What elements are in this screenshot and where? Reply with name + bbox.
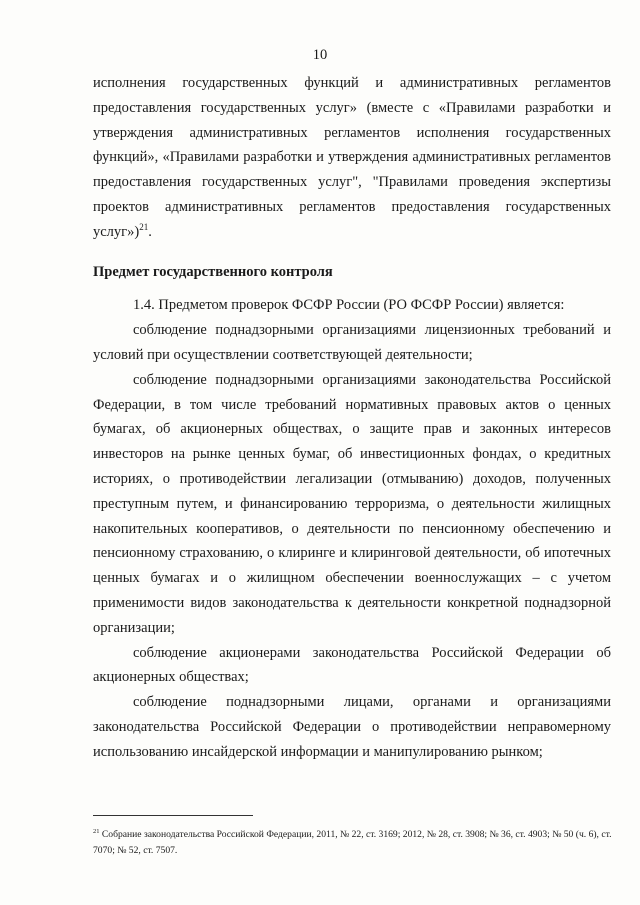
- list-item: соблюдение поднадзорными организациями лицензионных требований и условий при осуществлении соответствующей деятельности;: [93, 322, 611, 363]
- footnote-reference: 21: [139, 221, 149, 232]
- footnote-divider: [93, 815, 253, 816]
- document-body: [93, 71, 611, 765]
- list-item: соблюдение поднадзорными организациями законодательства Российской Федерации, в том числе требований нормативных правовых актов о ценных бумагах, об акционерных обществах, о защите прав и законных интересов инвесторов на рынке ценных бумаг, об инвестиционных фондах, о кредитных историях, о противодействии легализации (отмыванию) доходов, полученных преступным путем, и финансированию терроризма, о деятельности жилищных накопительных кооперативов, о деятельности по пенсионному обеспечению и пенсионному страхованию, о клиринге и клиринговой деятельности, об ипотечных ценных бумагах и о жилищном обеспечении военнослужащих – с учетом применимости видов законодательства к деятельности конкретной поднадзорной организации;: [93, 371, 611, 636]
- paragraph-text: исполнения государственных функций и административных регламентов предоставления государственных услуг» (вместе с «Правилами разработки и утверждения административных регламентов исполнения государственных функций», «Правилами разработки и утверждения административных регламентов предоставления государственных услуг", "Правилами проведения экспертизы проектов административных регламентов предоставления государственных услуг»): [93, 75, 611, 240]
- item-intro: 1.4. Предметом проверок ФСФР России (РО ФСФР России) является:: [133, 297, 565, 314]
- footnote: [93, 827, 613, 859]
- footnote-text: Собрание законодательства Российской Федерации, 2011, № 22, ст. 3169; 2012, № 28, ст. 3908; № 36, ст. 4903; № 50 (ч. 6), ст. 7070; № 52, ст. 7507.: [93, 829, 612, 856]
- section-heading: Предмет государственного контроля: [93, 263, 333, 280]
- paragraph-continuation: [93, 71, 611, 245]
- list-item: соблюдение акционерами законодательства Российской Федерации об акционерных обществах;: [93, 644, 611, 686]
- page-number: 10: [312, 47, 328, 63]
- footnote-marker: 21: [93, 828, 100, 835]
- paragraph-end: .: [148, 223, 152, 240]
- list-item: соблюдение поднадзорными лицами, органами и организациями законодательства Российской Федерации о противодействии неправомерному использованию инсайдерской информации и манипулированию рынком;: [93, 694, 611, 760]
